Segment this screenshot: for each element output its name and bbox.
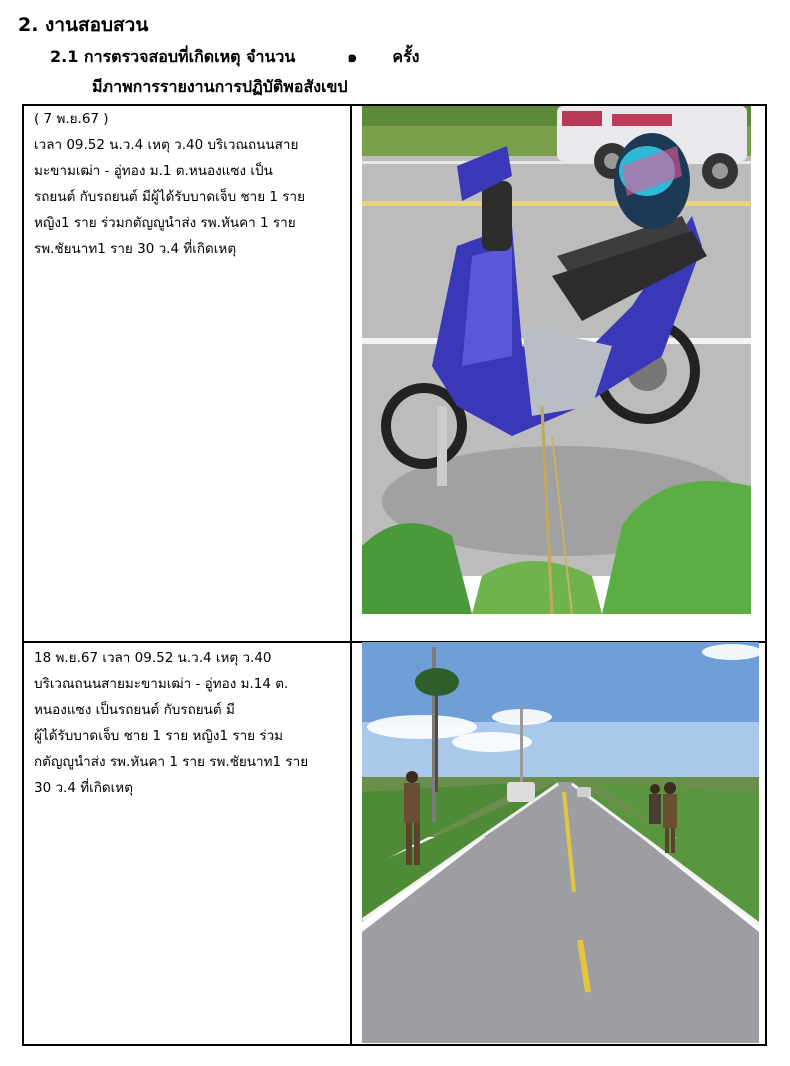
entry-1-description: ( 7 พ.ย.67 ) เวลา 09.52 น.ว.4 เหตุ ว.40 บริเวณถนนสาย มะขามเฒ่า - อู่ทอง ม.1 ต.หนองแซง เป็น รถยนต์ กับรถยนต์ มีผู้ได้รับบาดเจ็บ ชาย 1 ราย หญิง1 ราย ร่วมกตัญญูนำส่ง รพ.หันคา 1 ราย รพ.ชัยนาท1 ราย 30 ว.4 ที่เกิดเหตุ [34,111,306,257]
photo-report-title: มีภาพการรายงานการปฏิบัติพอสังเขป [92,77,348,96]
table-border-right [765,104,767,1046]
section-title: 2. งานสอบสวน [18,14,149,36]
entry-2-description: 18 พ.ย.67 เวลา 09.52 น.ว.4 เหตุ ว.40 บริเวณถนนสายมะขามเฒ่า - อู่ทอง ม.14 ต. หนองแซง เป็นรถยนต์ กับรถยนต์ มี ผู้ได้รับบาดเจ็บ ชาย 1 ราย หญิง1 ราย ร่วม กตัญญูนำส่ง รพ.หันคา 1 ราย รพ.ชัยนาท1 ราย 30 ว.4 ที่เกิดเหตุ [34,650,309,796]
officer-left [404,771,420,865]
motorcycle-accident-photo [362,106,751,614]
helmet [614,133,690,229]
road-scene-photo [362,642,759,1043]
table-border-bottom [22,1044,767,1046]
table-border-left [22,104,24,1046]
count-unit: ครั้ง [392,47,420,66]
table-divider-middle [350,104,352,1046]
subsection-title: 2.1 การตรวจสอบที่เกิดเหตุ จำนวน [50,47,296,66]
incident-count: ๑ [347,47,358,66]
